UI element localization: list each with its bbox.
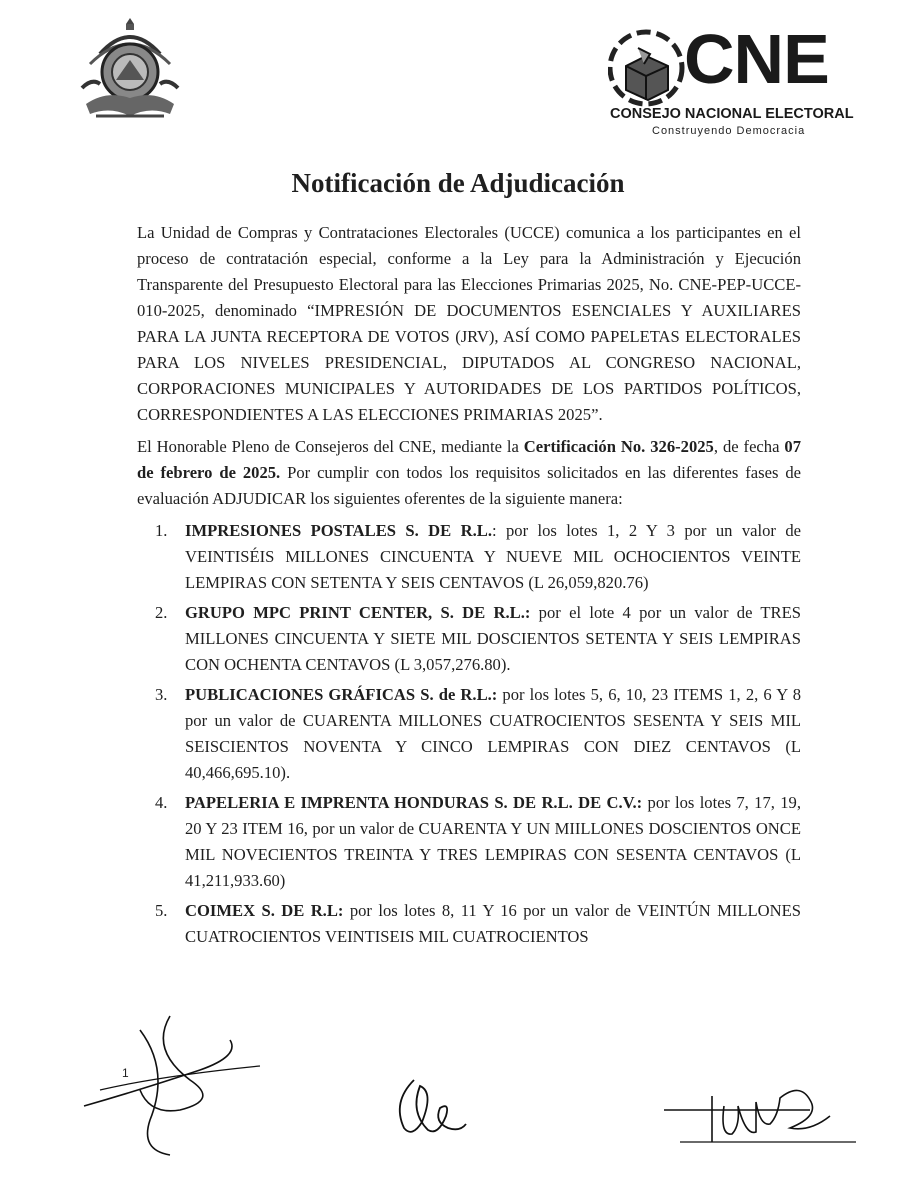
cne-wordmark: CNE xyxy=(684,20,829,98)
award-text: : por los lotes 1, 2 Y 3 por un valor de VEINTISÉIS MILLONES CINCUENTA Y NUEVE MIL OCHOCIENTOS VEINTE LEMPIRAS CON SETENTA Y SEIS CENTAVOS (L 26,059,820.76) xyxy=(185,521,801,592)
decision-text-3: Por cumplir con todos los requisitos solicitados en las diferentes fases de evaluación ADJUDICAR los siguientes oferentes de la siguiente manera: xyxy=(137,463,801,508)
document-title: Notificación de Adjudicación xyxy=(291,168,625,198)
award-text: por los lotes 7, 17, 19, 20 Y 23 ITEM 16, por un valor de CUARENTA Y UN MIILLONES DOSCIENTOS ONCE MIL NOVECIENTOS TREINTA Y TRES LEMPIRAS CON SESENTA CENTAVOS (L 41,211,933.60) xyxy=(185,793,801,890)
intro-paragraph: La Unidad de Compras y Contrataciones Electorales (UCCE) comunica a los participantes en el proceso de contratación especial, conforme a la Ley para la Administración y Ejecución Transparente del Presupuesto Electoral para las Elecciones Primarias 2025, No. CNE-PEP-UCCE-010-2025, denominado “IMPRESIÓN DE DOCUMENTOS ESENCIALES Y AUXILIARES PARA LA JUNTA RECEPTORA DE VOTOS (JRV), ASÍ COMO PAPELETAS ELECTORALES PARA LOS NIVELES PRESIDENCIAL, DIPUTADOS AL CONGRESO NACIONAL, CORPORACIONES MUNICIPALES Y AUTORIDADES DE LOS PARTIDOS POLÍTICOS, CORRESPONDIENTES A LAS ELECCIONES PRIMARIAS 2025”. xyxy=(137,223,801,424)
award-number: 1. xyxy=(155,521,168,540)
award-item xyxy=(137,518,801,596)
award-text: por los lotes 5, 6, 10, 23 ITEMS 1, 2, 6 Y 8 por un valor de CUARENTA MILLONES CUATROCIENTOS SESENTA Y SEIS MIL SEISCIENTOS NOVENTA Y CINCO LEMPIRAS CON DIEZ CENTAVOS (L 40,466,695.10). xyxy=(185,685,801,782)
signature-right-icon xyxy=(660,1076,860,1148)
award-item xyxy=(137,600,801,678)
awards-list xyxy=(137,518,801,950)
award-company: PAPELERIA E IMPRENTA HONDURAS S. DE R.L. DE C.V.: xyxy=(185,793,643,812)
award-company: IMPRESIONES POSTALES S. DE R.L. xyxy=(185,521,492,540)
cne-full-name: CONSEJO NACIONAL ELECTORAL xyxy=(610,106,854,122)
certification-number: Certificación No. 326-2025 xyxy=(523,437,714,456)
award-text: por los lotes 8, 11 Y 16 por un valor de VEINTÚN MILLONES CUATROCIENTOS VEINTISEIS MIL CUATROCIENTOS xyxy=(185,901,801,946)
award-number: 2. xyxy=(155,603,168,622)
award-company: PUBLICACIONES GRÁFICAS S. de R.L.: xyxy=(185,685,498,704)
award-item xyxy=(137,790,801,894)
page-number: 1 xyxy=(122,1066,129,1080)
award-company: GRUPO MPC PRINT CENTER, S. DE R.L.: xyxy=(185,603,531,622)
award-number: 3. xyxy=(155,685,168,704)
signature-middle-icon xyxy=(390,1072,470,1142)
decision-date: 07 de febrero de 2025. xyxy=(137,437,801,482)
decision-text-2: , de fecha xyxy=(713,437,785,456)
award-company: COIMEX S. DE R.L: xyxy=(185,901,344,920)
cne-motto: Construyendo Democracia xyxy=(652,125,806,137)
award-number: 4. xyxy=(155,793,168,812)
award-item xyxy=(137,898,801,950)
decision-paragraph xyxy=(137,434,801,512)
award-item xyxy=(137,682,801,786)
award-number: 5. xyxy=(155,901,168,920)
honduras-coat-of-arms-icon xyxy=(76,14,184,124)
signature-left-icon xyxy=(80,1010,270,1160)
award-text: por el lote 4 por un valor de TRES MILLONES CINCUENTA Y SIETE MIL DOSCIENTOS SETENTA Y SEIS LEMPIRAS CON OCHENTA CENTAVOS (L 3,057,276.80). xyxy=(185,603,801,674)
decision-text-1: El Honorable Pleno de Consejeros del CNE, mediante la xyxy=(137,437,524,456)
document-body xyxy=(137,220,801,954)
